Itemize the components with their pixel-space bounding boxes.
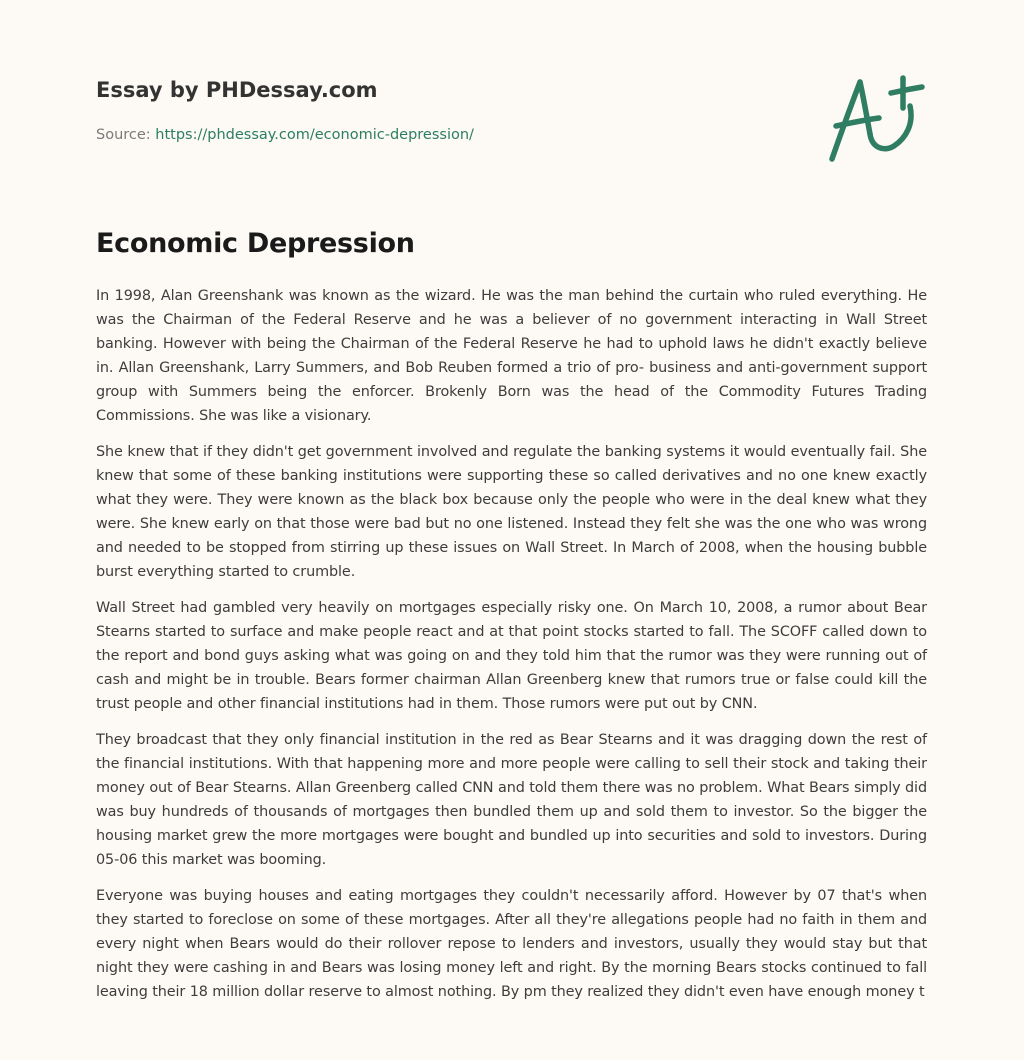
a-plus-grade-icon xyxy=(822,66,932,166)
essay-paragraph: Wall Street had gambled very heavily on mortgages especially risky one. On March 10, 2008, a rumor about Bear Stearns started to surface and make people react and at that point stocks started to fall. The SCOFF called down to the report and bond guys asking what was going on and they told him that the rumor was they were running out of cash and might be in trouble. Bears former chairman Allan Greenberg knew that rumors true or false could kill the trust people and other financial institutions had in them. Those rumors were put out by CNN. xyxy=(96,600,927,712)
essay-paragraph: Everyone was buying houses and eating mortgages they couldn't necessarily afford. However by 07 that's when they started to foreclose on some of these mortgages. After all they're allegations people had no faith in them and every night when Bears would do their rollover repose to lenders and investors, usually they would stay but that night they were cashing in and Bears was losing money left and right. By the morning Bears stocks continued to fall leaving their 18 million dollar reserve to almost nothing. By pm they realized they didn't even have enough money t xyxy=(96,888,927,1000)
essay-header xyxy=(96,76,796,145)
brand-title: Essay by PHDessay.com xyxy=(96,78,378,102)
essay-paragraph: They broadcast that they only financial institution in the red as Bear Stearns and it was dragging down the rest of the financial institutions. With that happening more and more people were calling to sell their stock and taking their money out of Bear Stearns. Allan Greenberg called CNN and told them there was no problem. What Bears simply did was buy hundreds of thousands of mortgages then bundled them up and sold them to investor. So the bigger the housing market grew the more mortgages were bought and bundled up into securities and sold to investors. During 05-06 this market was booming. xyxy=(96,732,927,868)
source-link[interactable]: https://phdessay.com/economic-depression/ xyxy=(155,127,474,143)
essay-paragraph: In 1998, Alan Greenshank was known as the wizard. He was the man behind the curtain who ruled everything. He was the Chairman of the Federal Reserve and he was a believer of no government interacting in Wall Street banking. However with being the Chairman of the Federal Reserve he had to uphold laws he didn't exactly believe in. Allan Greenshank, Larry Summers, and Bob Reuben formed a trio of pro- business and anti-government support group with Summers being the enforcer. Brokenly Born was the head of the Commodity Futures Trading Commissions. She was like a visionary. xyxy=(96,288,927,424)
essay-paragraph: She knew that if they didn't get government involved and regulate the banking systems it would eventually fail. She knew that some of these banking institutions were supporting these so called derivatives and no one knew exactly what they were. They were known as the black box because only the people who were in the deal knew what they were. She knew early on that those were bad but no one listened. Instead they felt she was the one who was wrong and needed to be stopped from stirring up these issues on Wall Street. In March of 2008, when the housing bubble burst everything started to crumble. xyxy=(96,444,927,580)
source-label: Source: xyxy=(96,127,156,143)
source-line xyxy=(96,125,796,145)
essay-body xyxy=(96,284,927,1016)
essay-title: Economic Depression xyxy=(96,228,415,259)
